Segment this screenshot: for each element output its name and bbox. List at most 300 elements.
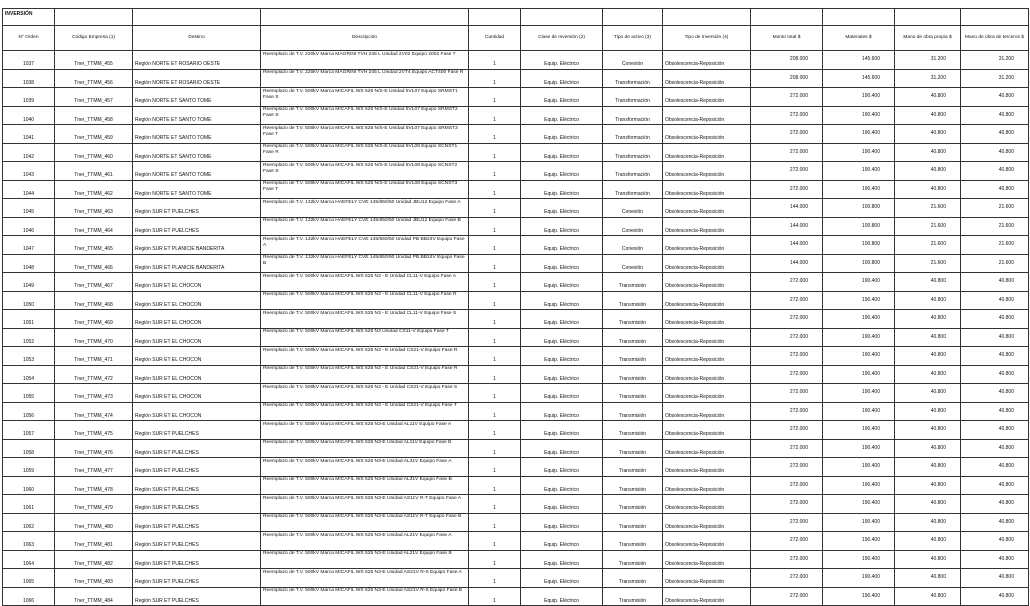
cell-mano-terceros: 40.800: [961, 384, 1029, 403]
cell-materiales: 190.400: [823, 347, 895, 366]
header-mano-propia: Mano de obra propia $: [895, 26, 961, 51]
cell-materiales: 190.400: [823, 402, 895, 421]
cell-tipo-activo: Transmisión: [603, 402, 663, 421]
cell-tipo-activo: Conexión: [603, 217, 663, 236]
cell-mano-terceros: 21.600: [961, 217, 1029, 236]
cell-codigo: Tner_TTMM_476: [55, 439, 133, 458]
cell-cantidad: 1: [469, 439, 521, 458]
cell-clase: Equip. Eléctrico: [521, 365, 603, 384]
cell-tipo-inversion: Obsolescencia-Reposición: [663, 513, 751, 532]
cell-descripcion: Reemplazo de T.V. 500kV Marca MICAFIL WS 525 N3-E Unidad AL11V Equipo Fase A: [261, 421, 469, 440]
cell-descripcion: Reemplazo de T.V. 500kV Marca MICAFIL WS 525 N3 - E Unidad CS21-V Equipo Fase T: [261, 402, 469, 421]
cell-mano-propia: 40.800: [895, 421, 961, 440]
header-mano-terceros: Mano de obra de terceros $: [961, 26, 1029, 51]
table-row: [3, 88, 1029, 107]
cell-monto-total: 272.000: [751, 310, 823, 329]
cell-orden: 1065: [3, 569, 55, 588]
cell-codigo: Tner_TTMM_467: [55, 273, 133, 292]
cell-codigo: Tner_TTMM_459: [55, 125, 133, 144]
cell-descripcion: Reemplazo de T.V. 220kV Marca MAGRINI TVH 245 L Unidad 2V02 Equipo 2002 Fase T: [261, 51, 469, 70]
cell-mano-terceros: 40.800: [961, 106, 1029, 125]
cell-orden: 1051: [3, 310, 55, 329]
cell-mano-terceros: 21.600: [961, 236, 1029, 255]
cell-clase: Equip. Eléctrico: [521, 254, 603, 273]
cell-destino: Región SUR ET EL CHOCON: [133, 273, 261, 292]
cell-mano-terceros: 40.800: [961, 532, 1029, 551]
cell-materiales: 190.400: [823, 532, 895, 551]
cell-tipo-inversion: Obsolescencia-Reposición: [663, 106, 751, 125]
cell-tipo-inversion: Obsolescencia-Reposición: [663, 439, 751, 458]
cell-mano-terceros: 40.800: [961, 458, 1029, 477]
header-destino: Destino: [133, 26, 261, 51]
table-row: [3, 51, 1029, 70]
cell-codigo: Tner_TTMM_463: [55, 199, 133, 218]
table-row: [3, 328, 1029, 347]
cell-cantidad: 1: [469, 125, 521, 144]
cell-destino: Región SUR ET EL CHOCON: [133, 384, 261, 403]
cell-orden: 1043: [3, 162, 55, 181]
table-row: [3, 384, 1029, 403]
cell-cantidad: 1: [469, 513, 521, 532]
cell-monto-total: 144.000: [751, 217, 823, 236]
cell-clase: Equip. Eléctrico: [521, 347, 603, 366]
cell-mano-propia: 40.800: [895, 88, 961, 107]
cell-descripcion: Reemplazo de T.V. 500kV Marca MICAFIL WS 525 N3 - E Unidad CL11-V Equipo Fase A: [261, 273, 469, 292]
cell-cantidad: 1: [469, 587, 521, 606]
cell-monto-total: 272.000: [751, 88, 823, 107]
cell-tipo-activo: Transmisión: [603, 458, 663, 477]
cell-clase: Equip. Eléctrico: [521, 143, 603, 162]
cell-cantidad: 1: [469, 495, 521, 514]
cell-orden: 1058: [3, 439, 55, 458]
cell-monto-total: 272.000: [751, 513, 823, 532]
cell-mano-propia: 40.800: [895, 365, 961, 384]
table-row: [3, 291, 1029, 310]
cell-materiales: 190.400: [823, 421, 895, 440]
cell-tipo-inversion: Obsolescencia-Reposición: [663, 384, 751, 403]
cell-cantidad: 1: [469, 384, 521, 403]
cell-clase: Equip. Eléctrico: [521, 217, 603, 236]
cell-tipo-activo: Transmisión: [603, 532, 663, 551]
cell-mano-terceros: 40.800: [961, 291, 1029, 310]
table-row: [3, 254, 1029, 273]
cell-mano-propia: 40.800: [895, 291, 961, 310]
table-body: [3, 51, 1029, 606]
header-orden: N° Orden: [3, 26, 55, 51]
cell-cantidad: 1: [469, 273, 521, 292]
cell-clase: Equip. Eléctrico: [521, 162, 603, 181]
cell-tipo-inversion: Obsolescencia-Reposición: [663, 51, 751, 70]
cell-descripcion: Reemplazo de T.V. 220kV Marca MAGRINI TVH 245 L Unidad 2VT4 Equipo ACT400 Fase R: [261, 69, 469, 88]
cell-descripcion: Reemplazo de T.V. 500kV Marca MICAFIL WS 525 N3 - E Unidad CS21-V Equipo Fase R: [261, 365, 469, 384]
cell-clase: Equip. Eléctrico: [521, 69, 603, 88]
cell-cantidad: 1: [469, 51, 521, 70]
cell-tipo-activo: Transmisión: [603, 291, 663, 310]
cell-mano-propia: 40.800: [895, 125, 961, 144]
table-row: [3, 310, 1029, 329]
cell-materiales: 190.400: [823, 587, 895, 606]
cell-cantidad: 1: [469, 69, 521, 88]
cell-mano-terceros: 40.800: [961, 328, 1029, 347]
cell-orden: 1057: [3, 421, 55, 440]
cell-clase: Equip. Eléctrico: [521, 199, 603, 218]
cell-destino: Región SUR ET EL CHOCON: [133, 402, 261, 421]
cell-cantidad: 1: [469, 347, 521, 366]
cell-monto-total: 272.000: [751, 180, 823, 199]
cell-descripcion: Reemplazo de T.V. 500kV Marca MICAFIL WS 525 N3-E Unidad AS21V R-S Equipo Fase A: [261, 569, 469, 588]
cell-destino: Región SUR ET PUELCHES: [133, 532, 261, 551]
cell-cantidad: 1: [469, 569, 521, 588]
cell-orden: 1052: [3, 328, 55, 347]
cell-clase: Equip. Eléctrico: [521, 310, 603, 329]
cell-clase: Equip. Eléctrico: [521, 328, 603, 347]
cell-tipo-inversion: Obsolescencia-Reposición: [663, 291, 751, 310]
table-row: [3, 421, 1029, 440]
cell-codigo: Tner_TTMM_470: [55, 328, 133, 347]
cell-mano-terceros: 40.800: [961, 365, 1029, 384]
cell-mano-terceros: 40.800: [961, 402, 1029, 421]
cell-monto-total: 272.000: [751, 476, 823, 495]
cell-monto-total: 272.000: [751, 532, 823, 551]
cell-destino: Región NORTE ET SANTO TOME: [133, 162, 261, 181]
cell-codigo: Tner_TTMM_472: [55, 365, 133, 384]
cell-destino: Región SUR ET PUELCHES: [133, 569, 261, 588]
cell-destino: Región SUR ET PUELCHES: [133, 217, 261, 236]
cell-mano-terceros: 40.800: [961, 587, 1029, 606]
cell-codigo: Tner_TTMM_473: [55, 384, 133, 403]
cell-monto-total: 272.000: [751, 365, 823, 384]
cell-destino: Región SUR ET PLANICIE BANDERITA: [133, 254, 261, 273]
cell-clase: Equip. Eléctrico: [521, 402, 603, 421]
cell-tipo-inversion: Obsolescencia-Reposición: [663, 236, 751, 255]
cell-materiales: 190.400: [823, 550, 895, 569]
cell-monto-total: 272.000: [751, 384, 823, 403]
table-row: [3, 180, 1029, 199]
cell-tipo-activo: Transformación: [603, 106, 663, 125]
cell-descripcion: Reemplazo de T.V. 500kV Marca MICAFIL WS 525 N/S-E Unidad 5VL07 Equipo SRMST3 Fase T: [261, 125, 469, 144]
cell-orden: 1062: [3, 513, 55, 532]
cell-orden: 1040: [3, 106, 55, 125]
cell-orden: 1066: [3, 587, 55, 606]
table-row: [3, 365, 1029, 384]
cell-mano-propia: 40.800: [895, 347, 961, 366]
table-row: [3, 402, 1029, 421]
cell-descripcion: Reemplazo de T.V. 132kV Marca HAEFELY CVE 145/650/50 Unidad JBU12 Equipo Fase B: [261, 217, 469, 236]
cell-tipo-inversion: Obsolescencia-Reposición: [663, 476, 751, 495]
cell-codigo: Tner_TTMM_483: [55, 569, 133, 588]
cell-cantidad: 1: [469, 421, 521, 440]
cell-clase: Equip. Eléctrico: [521, 384, 603, 403]
cell-tipo-inversion: Obsolescencia-Reposición: [663, 310, 751, 329]
cell-descripcion: Reemplazo de T.V. 132kV Marca HAEFELY CVE 145/650/50 Unidad PB BB24V Equipo Fase A: [261, 236, 469, 255]
cell-cantidad: 1: [469, 217, 521, 236]
cell-destino: Región SUR ET PUELCHES: [133, 550, 261, 569]
cell-tipo-inversion: Obsolescencia-Reposición: [663, 365, 751, 384]
header-tipo-activo: Tipo de activo (3): [603, 26, 663, 51]
cell-tipo-activo: Transmisión: [603, 347, 663, 366]
cell-descripcion: Reemplazo de T.V. 500kV Marca MICAFIL WS 525 N3-E Unidad AL21V Equipo Fase B: [261, 550, 469, 569]
cell-clase: Equip. Eléctrico: [521, 476, 603, 495]
cell-materiales: 190.400: [823, 180, 895, 199]
cell-mano-terceros: 40.800: [961, 125, 1029, 144]
cell-orden: 1037: [3, 51, 55, 70]
cell-materiales: 190.400: [823, 495, 895, 514]
cell-cantidad: 1: [469, 532, 521, 551]
cell-descripcion: Reemplazo de T.V. 500kV Marca MICAFIL WS 525 N3 Unidad CS11-V Equipo Fase T: [261, 328, 469, 347]
cell-materiales: 190.400: [823, 143, 895, 162]
cell-cantidad: 1: [469, 180, 521, 199]
cell-mano-propia: 40.800: [895, 569, 961, 588]
cell-mano-terceros: 40.800: [961, 439, 1029, 458]
cell-codigo: Tner_TTMM_462: [55, 180, 133, 199]
cell-destino: Región SUR ET EL CHOCON: [133, 291, 261, 310]
cell-mano-propia: 40.800: [895, 513, 961, 532]
cell-mano-terceros: 40.800: [961, 180, 1029, 199]
table-row: [3, 476, 1029, 495]
cell-tipo-activo: Transmisión: [603, 569, 663, 588]
cell-tipo-activo: Transmisión: [603, 495, 663, 514]
cell-codigo: Tner_TTMM_465: [55, 236, 133, 255]
cell-orden: 1053: [3, 347, 55, 366]
cell-mano-terceros: 40.800: [961, 273, 1029, 292]
cell-tipo-activo: Transformación: [603, 143, 663, 162]
cell-tipo-activo: Transformación: [603, 180, 663, 199]
cell-materiales: 190.400: [823, 328, 895, 347]
cell-orden: 1046: [3, 217, 55, 236]
cell-clase: Equip. Eléctrico: [521, 421, 603, 440]
cell-orden: 1047: [3, 236, 55, 255]
cell-mano-propia: 40.800: [895, 180, 961, 199]
header-row: [3, 26, 1029, 51]
cell-orden: 1054: [3, 365, 55, 384]
cell-tipo-inversion: Obsolescencia-Reposición: [663, 495, 751, 514]
cell-clase: Equip. Eléctrico: [521, 439, 603, 458]
cell-mano-terceros: 40.800: [961, 421, 1029, 440]
cell-codigo: Tner_TTMM_469: [55, 310, 133, 329]
cell-descripcion: Reemplazo de T.V. 132kV Marca HAEFELY CVE 145/650/50 Unidad PB BB24V Equipo Fase B: [261, 254, 469, 273]
cell-monto-total: 272.000: [751, 587, 823, 606]
cell-codigo: Tner_TTMM_466: [55, 254, 133, 273]
cell-mano-terceros: 40.800: [961, 476, 1029, 495]
cell-orden: 1059: [3, 458, 55, 477]
cell-mano-propia: 40.800: [895, 402, 961, 421]
header-descripcion: Descripción: [261, 26, 469, 51]
cell-materiales: 190.400: [823, 384, 895, 403]
table-row: [3, 106, 1029, 125]
cell-descripcion: Reemplazo de T.V. 500kV Marca MICAFIL WS 525 N/S-E Unidad 5VL08 Equipo SCNST1 Fase R: [261, 143, 469, 162]
cell-descripcion: Reemplazo de T.V. 500kV Marca MICAFIL WS 525 N/S-E Unidad 5VL08 Equipo SCNST3 Fase T: [261, 180, 469, 199]
cell-mano-propia: 31.200: [895, 69, 961, 88]
cell-materiales: 190.400: [823, 513, 895, 532]
cell-orden: 1044: [3, 180, 55, 199]
cell-tipo-activo: Transmisión: [603, 384, 663, 403]
cell-tipo-activo: Transmisión: [603, 328, 663, 347]
table-row: [3, 217, 1029, 236]
cell-destino: Región SUR ET EL CHOCON: [133, 347, 261, 366]
cell-materiales: 190.400: [823, 310, 895, 329]
header-materiales: Materiales $: [823, 26, 895, 51]
cell-tipo-activo: Conexión: [603, 199, 663, 218]
cell-mano-terceros: 21.600: [961, 199, 1029, 218]
cell-clase: Equip. Eléctrico: [521, 532, 603, 551]
cell-monto-total: 272.000: [751, 143, 823, 162]
cell-monto-total: 272.000: [751, 291, 823, 310]
header-tipo-inversion: Tipo de Inversión (4): [663, 26, 751, 51]
cell-materiales: 100.800: [823, 254, 895, 273]
cell-mano-terceros: 40.800: [961, 550, 1029, 569]
cell-materiales: 145.600: [823, 69, 895, 88]
cell-tipo-inversion: Obsolescencia-Reposición: [663, 199, 751, 218]
cell-monto-total: 272.000: [751, 328, 823, 347]
cell-monto-total: 208.000: [751, 69, 823, 88]
cell-orden: 1063: [3, 532, 55, 551]
cell-tipo-inversion: Obsolescencia-Reposición: [663, 421, 751, 440]
cell-destino: Región NORTE ET ROSARIO OESTE: [133, 51, 261, 70]
table-row: [3, 69, 1029, 88]
cell-orden: 1045: [3, 199, 55, 218]
cell-monto-total: 272.000: [751, 106, 823, 125]
cell-tipo-inversion: Obsolescencia-Reposición: [663, 328, 751, 347]
cell-monto-total: 272.000: [751, 125, 823, 144]
cell-materiales: 190.400: [823, 569, 895, 588]
cell-descripcion: Reemplazo de T.V. 500kV Marca MICAFIL WS 525 N/S-E Unidad 5VL07 Equipo SRMST1 Fase S: [261, 88, 469, 107]
cell-cantidad: 1: [469, 310, 521, 329]
cell-codigo: Tner_TTMM_475: [55, 421, 133, 440]
cell-mano-propia: 40.800: [895, 273, 961, 292]
cell-destino: Región SUR ET PUELCHES: [133, 199, 261, 218]
cell-materiales: 190.400: [823, 162, 895, 181]
cell-mano-propia: 21.600: [895, 254, 961, 273]
cell-cantidad: 1: [469, 550, 521, 569]
cell-codigo: Tner_TTMM_456: [55, 69, 133, 88]
cell-monto-total: 272.000: [751, 347, 823, 366]
cell-clase: Equip. Eléctrico: [521, 569, 603, 588]
cell-mano-terceros: 31.200: [961, 69, 1029, 88]
cell-tipo-inversion: Obsolescencia-Reposición: [663, 550, 751, 569]
cell-destino: Región NORTE ET SANTO TOME: [133, 143, 261, 162]
cell-descripcion: Reemplazo de T.V. 500kV Marca MICAFIL WS 525 N3-E Unidad AS11V R-T Equipo Fase A: [261, 495, 469, 514]
cell-materiales: 190.400: [823, 88, 895, 107]
table-row: [3, 125, 1029, 144]
cell-orden: 1061: [3, 495, 55, 514]
cell-mano-propia: 31.200: [895, 51, 961, 70]
cell-descripcion: Reemplazo de T.V. 500kV Marca MICAFIL WS 525 N3 - E Unidad CL11-V Equipo Fase S: [261, 310, 469, 329]
cell-tipo-activo: Conexión: [603, 51, 663, 70]
cell-destino: Región NORTE ET SANTO TOME: [133, 106, 261, 125]
cell-tipo-inversion: Obsolescencia-Reposición: [663, 217, 751, 236]
cell-monto-total: 272.000: [751, 458, 823, 477]
cell-cantidad: 1: [469, 476, 521, 495]
cell-descripcion: Reemplazo de T.V. 500kV Marca MICAFIL WS 525 N3-E Unidad AL11V Equipo Fase B: [261, 439, 469, 458]
cell-monto-total: 144.000: [751, 236, 823, 255]
cell-mano-propia: 40.800: [895, 384, 961, 403]
cell-cantidad: 1: [469, 199, 521, 218]
cell-materiales: 190.400: [823, 476, 895, 495]
cell-destino: Región SUR ET PUELCHES: [133, 458, 261, 477]
cell-mano-terceros: 40.800: [961, 569, 1029, 588]
cell-orden: 1041: [3, 125, 55, 144]
cell-monto-total: 272.000: [751, 495, 823, 514]
cell-orden: 1060: [3, 476, 55, 495]
cell-cantidad: 1: [469, 106, 521, 125]
cell-materiales: 190.400: [823, 106, 895, 125]
cell-codigo: Tner_TTMM_464: [55, 217, 133, 236]
cell-tipo-activo: Conexión: [603, 236, 663, 255]
cell-descripcion: Reemplazo de T.V. 132kV Marca HAEFELY CVE 145/650/50 Unidad JBU12 Equipo Fase A: [261, 199, 469, 218]
cell-cantidad: 1: [469, 88, 521, 107]
cell-descripcion: Reemplazo de T.V. 500kV Marca MICAFIL WS 525 N3-E Unidad AS11V R-T Equipo Fase B: [261, 513, 469, 532]
table-row: [3, 273, 1029, 292]
cell-orden: 1039: [3, 88, 55, 107]
cell-clase: Equip. Eléctrico: [521, 180, 603, 199]
cell-materiales: 100.800: [823, 217, 895, 236]
cell-orden: 1048: [3, 254, 55, 273]
cell-codigo: Tner_TTMM_477: [55, 458, 133, 477]
cell-tipo-inversion: Obsolescencia-Reposición: [663, 162, 751, 181]
table-row: [3, 587, 1029, 606]
cell-destino: Región SUR ET PUELCHES: [133, 439, 261, 458]
cell-cantidad: 1: [469, 162, 521, 181]
header-clase: Clase de Inversión (2): [521, 26, 603, 51]
cell-tipo-inversion: Obsolescencia-Reposición: [663, 273, 751, 292]
cell-cantidad: 1: [469, 291, 521, 310]
cell-destino: Región NORTE ET ROSARIO OESTE: [133, 69, 261, 88]
cell-destino: Región NORTE ET SANTO TOME: [133, 88, 261, 107]
cell-materiales: 190.400: [823, 273, 895, 292]
cell-materiales: 100.800: [823, 236, 895, 255]
cell-tipo-inversion: Obsolescencia-Reposición: [663, 254, 751, 273]
cell-cantidad: 1: [469, 254, 521, 273]
cell-mano-terceros: 40.800: [961, 347, 1029, 366]
table-row: [3, 347, 1029, 366]
cell-mano-propia: 40.800: [895, 476, 961, 495]
table-row: [3, 550, 1029, 569]
table-row: [3, 532, 1029, 551]
cell-cantidad: 1: [469, 365, 521, 384]
cell-clase: Equip. Eléctrico: [521, 587, 603, 606]
cell-codigo: Tner_TTMM_458: [55, 106, 133, 125]
cell-clase: Equip. Eléctrico: [521, 106, 603, 125]
cell-tipo-inversion: Obsolescencia-Reposición: [663, 88, 751, 107]
cell-mano-propia: 40.800: [895, 439, 961, 458]
cell-tipo-activo: Transmisión: [603, 310, 663, 329]
cell-descripcion: Reemplazo de T.V. 500kV Marca MICAFIL WS 525 N3-E Unidad AL31V Equipo Fase B: [261, 476, 469, 495]
table-row: [3, 236, 1029, 255]
cell-tipo-inversion: Obsolescencia-Reposición: [663, 125, 751, 144]
cell-codigo: Tner_TTMM_471: [55, 347, 133, 366]
cell-codigo: Tner_TTMM_461: [55, 162, 133, 181]
cell-codigo: Tner_TTMM_481: [55, 532, 133, 551]
cell-tipo-inversion: Obsolescencia-Reposición: [663, 458, 751, 477]
cell-clase: Equip. Eléctrico: [521, 291, 603, 310]
cell-monto-total: 272.000: [751, 439, 823, 458]
cell-codigo: Tner_TTMM_457: [55, 88, 133, 107]
cell-clase: Equip. Eléctrico: [521, 495, 603, 514]
cell-orden: 1049: [3, 273, 55, 292]
cell-destino: Región NORTE ET SANTO TOME: [133, 125, 261, 144]
cell-tipo-activo: Transformación: [603, 162, 663, 181]
cell-materiales: 190.400: [823, 365, 895, 384]
cell-monto-total: 144.000: [751, 199, 823, 218]
cell-cantidad: 1: [469, 236, 521, 255]
cell-clase: Equip. Eléctrico: [521, 273, 603, 292]
cell-descripcion: Reemplazo de T.V. 500kV Marca MICAFIL WS 525 N3 - E Unidad CS21-V Equipo Fase R: [261, 347, 469, 366]
header-codigo: Código Empresa (1): [55, 26, 133, 51]
cell-codigo: Tner_TTMM_482: [55, 550, 133, 569]
cell-mano-terceros: 40.800: [961, 513, 1029, 532]
cell-cantidad: 1: [469, 402, 521, 421]
cell-descripcion: Reemplazo de T.V. 500kV Marca MICAFIL WS 525 N3-E Unidad AS21V R-S Equipo Fase B: [261, 587, 469, 606]
